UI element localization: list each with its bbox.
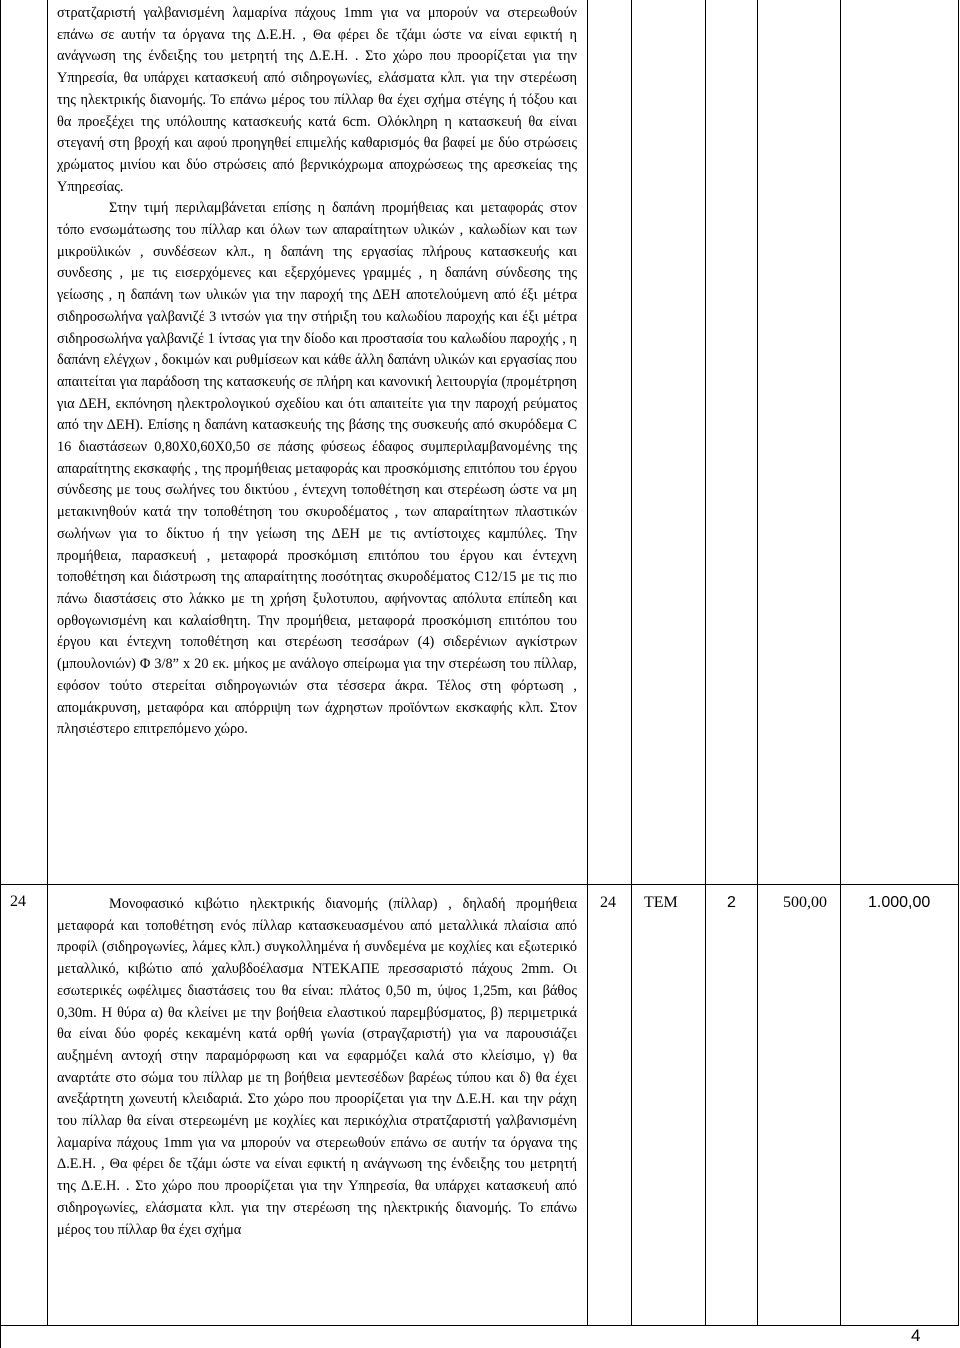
column-divider: [47, 0, 48, 1326]
description-paragraph: Μονοφασικό κιβώτιο ηλεκτρικής διανομής (πίλλαρ) , δηλαδή προμήθεια μεταφορά και τοποθέτηση ενός πίλλαρ κατασκευασμένου από μεταλλικά πλαίσια από προφίλ (σιδηρογωνίες, λάμες κλπ.) συγκολλημένα ή συνδεμένα με κοχλίες και εξωτερικό μεταλλικό, κιβώτιο από χαλυβδοέλασμα ΝΤΕΚΑΠΕ πρεσσαριστό πάχους 2mm. Οι εσωτερικές ωφέλιμες διαστάσεις του θα είναι: πλάτος 0,50 m, ύψος 1,25m, και βάθος 0,30m. Η θύρα α) θα κλείνει με την βοήθεια ελαστικού παρεμβύσματος, β) περιμετρικά θα είναι δύο φορές κεκαμένη κατά ορθή γωνία (στραγζαριστή) για να παρουσιάζει αυξημένη αντοχή στην παραμόρφωση και να εφαρμόζει καλά στο κλείσιμο, γ) θα αναρτάτε στο σώμα του πίλλαρ με τη βοήθεια μεντεσέδων βαρέως τύπου και δ) θα έχει ανεξάρτητη χωνευτή κλειδαριά. Στο χώρο που προορίζεται για την Δ.Ε.Η. και την ράχη του πίλλαρ θα είναι στερεωμένη με κοχλίες και περικόχλια στρατζαριστή γαλβανισμένη λαμαρίνα πάχους 1mm για να μπορούν να στερεωθούν επάνω σε αυτήν τα όργανα της Δ.Ε.Η. , Θα φέρει δε τζάμι ώστε να είναι εφικτή η ανάγνωση της ένδειξης του μετρητή της Δ.Ε.Η. . Στο χώρο που προορίζεται για την Υπηρεσία, θα υπάρχει κατασκευή από σιδηρογωνίες, ελάσματα κλπ. για την στερέωση της ηλεκτρικής διανομής. Το επάνω μέρος του πίλλαρ θα έχει σχήμα: [57, 896, 577, 1238]
row-divider: [0, 884, 959, 885]
description-paragraph: Στην τιμή περιλαμβάνεται επίσης η δαπάνη προμήθειας και μεταφοράς στον τόπο ενσωμάτωσης του πίλλαρ και όλων των απαραίτητων υλικών , καλωδίων και των μικροϋλικών , συνδέσεων κλπ., η δαπάνη της εργασίας πλήρους κατασκευής και συνδεσης , με τις εισερχόμενες και εξερχόμενες γραμμές , η δαπάνη σύνδεσης της γείωσης , η δαπάνη των υλικών για την παροχή της ΔΕΗ αποτελούμενη από έξι μέτρα σιδηροσωλήνα γαλβανιζέ 3 ιντσών για την στήριξη του καλωδίου παροχής και έξι μέτρα σιδηροσωλήνα γαλβανιζέ 1 ίντσας για την δίοδο και προστασία του καλωδίου παροχής , η δαπάνη ελέγχων , δοκιμών και ρυθμίσεων και κάθε άλλη δαπάνη υλικών και εργασίας που απαιτείται για παράδοση της κατασκευής σε πλήρη και κανονική λειτουργία (προμέτρηση για ΔΕΗ, εκπόνηση ηλεκτρολογικού σχεδίου και ότι απαιτείτε για την παροχή ρεύματος από την ΔΕΗ). Επίσης η δαπάνη κατασκευής της βάσης της συσκευής από σκυρόδεμα C 16 διαστάσεων 0,80Χ0,60Χ0,50 σε πάσης φύσεως έδαφος συμπεριλαμβανομένης της απαραίτητης εκσκαφής , της προμήθειας μεταφοράς και προσκόμισης επιτόπου του έργου σύνδεσης με τους σωλήνες του δικτύου , έντεχνη τοποθέτηση και στερέωση ώστε να μη μετακινηθούν κατά την τοποθέτηση του σκυροδέματος , των απαραίτητων πλαστικών σωλήνων για το δίκτυο ή την γείωση της ΔΕΗ με τις αντίστοιχες καμπύλες. Την προμήθεια, παρασκευή , μεταφορά προσκόμιση επιτόπου του έργου και έντεχνη τοποθέτηση και διάστρωση της απαραίτητης ποσότητας σκυροδέματος C12/15 με τις πιο πάνω διαστάσεις στο λάκκο με τη χρήση ξυλοτυπου, αφήνοντας απόλυτα επίπεδη και ορθογωνισμένη και καλαίσθητη. Την προμήθεια, μεταφορά προσκόμιση επιτόπου του έργου και έντεχνη τοποθέτηση και στερέωση τεσσάρων (4) σιδερένιων αγκίστρων (μπουλονιών) Φ 3/8” x 20 εκ. μήκος με ανάλογο σπείρωμα για την στερέωση του πίλλαρ, εφόσον τούτο στερείται σιδηρογωνιών στα τέσσερα άκρα. Τέλος στη φόρτωση , απομάκρυνση, μεταφόρα και απόρριψη των άχρηστων προϊόντων εκσκαφής κλπ. Στον πλησιέστερο επιτρεπόμενο χώρο.: [57, 200, 577, 738]
table-border-right: [958, 0, 959, 1326]
total-amount: 1.000,00: [868, 894, 931, 911]
table-border-left: [0, 0, 1, 1348]
column-divider: [705, 0, 706, 1326]
table-border-bottom: [0, 1325, 959, 1326]
page-number: 4: [911, 1326, 921, 1345]
column-divider: [587, 0, 588, 1326]
unit-of-measure: ΤΕΜ: [644, 894, 678, 911]
item-code: 24: [600, 894, 616, 911]
item-number: 24: [10, 893, 26, 910]
column-divider: [631, 0, 632, 1326]
item-description: [57, 894, 577, 1241]
unit-price: 500,00: [783, 894, 827, 911]
quantity: 2: [727, 894, 736, 911]
continued-description: [57, 3, 577, 741]
column-divider: [757, 0, 758, 1326]
description-paragraph: στρατζαριστή γαλβανισμένη λαμαρίνα πάχους 1mm για να μπορούν να στερεωθούν επάνω σε αυτήν τα όργανα της Δ.Ε.Η. , Θα φέρει δε τζάμι ώστε να είναι εφικτή η ανάγνωση της ένδειξης του μετρητή της Δ.Ε.Η. . Στο χώρο που προορίζεται για την Υπηρεσία, θα υπάρχει κατασκευή από σιδηρογωνίες, ελάσματα κλπ. για την στερέωση της ηλεκτρικής διανομής. Το επάνω μέρος του πίλλαρ θα έχει σχήμα στέγης ή τόξου και θα προεξέχει της υπόλοιπης κατασκευής κατά 6cm. Ολόκληρη η κατασκευή θα είναι στεγανή στη βροχή και αφού προηγηθεί επιμελής καθαρισμός θα βαφεί με δύο στρώσεις χρώματος μινίου και δύο στρώσεις από βερνικόχρωμα αποχρώσεως της αρεσκείας της Υπηρεσίας.: [57, 5, 577, 195]
column-divider: [840, 0, 841, 1326]
